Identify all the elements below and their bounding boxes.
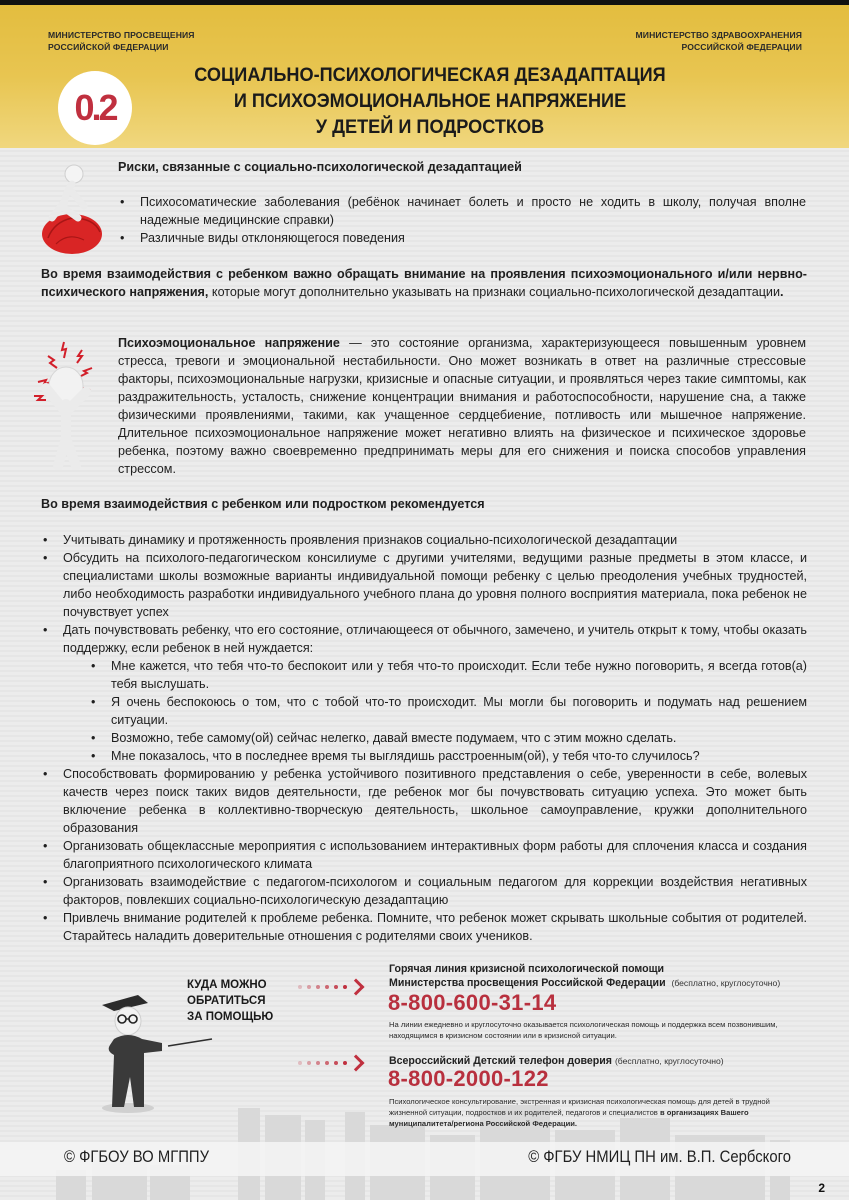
recommendation-item: • Организовать взаимодействие с педагогом-психологом и социальным педагогом для коррекции воздействия негативных факторов, повлекших социально-психологическую дезадаптацию [41, 873, 807, 909]
help-heading [187, 977, 273, 1025]
recommendation-item-text: Дать почувствовать ребенку, что его состояние, отличающееся от обычного, замечено, и учитель открыт к тому, чтобы оказать поддержку, если ребенок в ней нуждается: [63, 623, 807, 655]
stress-definition [118, 334, 806, 478]
hotline-1-title-line-2: Министерства просвещения Российской Федерации [389, 977, 666, 989]
attention-paragraph [41, 265, 807, 301]
attention-bold-text: Во время взаимодействия с ребенком важно обращать внимание на проявления психоэмоционального и/или нервно-психического напряжения, [41, 267, 807, 299]
copyright-serbsky: © ФГБУ НМИЦ ПН им. В.П. Сербского [528, 1148, 791, 1166]
hotline-2-description-text: Психологическое консультирование, экстренная и кризисная психологическая помощь для детей в трудной жизненной ситуации, подростков и их родителей, педагогов и специалистов [389, 1097, 770, 1117]
ministry-right-line-2: РОССИЙСКОЙ ФЕДЕРАЦИИ [681, 42, 802, 52]
help-heading-line-3: ЗА ПОМОЩЬЮ [187, 1011, 274, 1023]
ministry-right-line-1: МИНИСТЕРСТВО ЗДРАВООХРАНЕНИЯ [635, 30, 802, 40]
support-phrase: • Мне кажется, что тебя что-то беспокоит или у тебя что-то происходит. Если тебе нужно поговорить, я всегда готов(а) тебя выслушать. [89, 657, 807, 693]
recommendation-item: • Обсудить на психолого-педагогическом консилиуме с другими учителями, ведущими разные предметы в этом классе, и специалистами школы возможные варианты индивидуальной помощи ребенку с целью преодоления учебных трудностей, либо необходимость разработки индивидуального учебного плана до уровня полного восприятия материала, пока ребенок не почувствует успех [41, 549, 807, 621]
title-line-1: СОЦИАЛЬНО-ПСИХОЛОГИЧЕСКАЯ ДЕЗАДАПТАЦИЯ [194, 64, 666, 86]
attention-end: . [780, 285, 784, 299]
ministry-health-label [636, 29, 802, 53]
risk-item: • Различные виды отклоняющегося поведения [118, 229, 806, 247]
help-heading-line-2: ОБРАТИТЬСЯ [187, 995, 266, 1007]
title-line-2: И ПСИХОЭМОЦИОНАЛЬНОЕ НАПРЯЖЕНИЕ [233, 90, 627, 112]
risk-item: • Психосоматические заболевания (ребёнок начинает болеть и просто не ходить в школу, получая вполне надежные медицинские справки) [118, 193, 806, 229]
hotline-1-note: (бесплатно, круглосуточно) [671, 978, 781, 988]
support-phrase: • Возможно, тебе самому(ой) сейчас нелегко, давай вместе подумаем, что с этим можно сделать. [89, 729, 807, 747]
support-phrase: • Мне показалось, что в последнее время ты выглядишь расстроенным(ой), у тебя что-то случилось? [89, 747, 807, 765]
page-number: 2 [818, 1181, 825, 1195]
recommendations-list [41, 531, 807, 945]
support-phrases-list [89, 657, 807, 765]
attention-rest-text: которые могут дополнительно указывать на признаки социально-психологической дезадаптации [208, 285, 780, 299]
page-title [170, 62, 691, 140]
recommendation-item: • Привлечь внимание родителей к проблеме ребенка. Помните, что ребенок может скрывать школьные события от родителей. Старайтесь наладить доверительные отношения с родителями своих учеников. [41, 909, 807, 945]
help-heading-line-1: КУДА МОЖНО [187, 979, 267, 991]
stress-definition-text: — это состояние организма, характеризующееся повышенным уровнем стресса, тревоги и эмоциональной нестабильности. Оно может возникать в ответ на различные стрессовые факторы, психоэмоциональные нагрузки, кризисные и опасные ситуации, и проявляться через такие симптомы, как раздражительность, усталость, снижение концентрации внимания и работоспособности, нарушение сна, а также физическими проявлениями, такими, как учащенное сердцебиение, потливость или мышечное напряжение. Длительное психоэмоциональное напряжение может негативно влиять на физическое и психическое здоровье ребенка, поэтому важно своевременно предпринимать меры для его снижения и поиска способов управления стрессом. [118, 336, 806, 476]
recommendations-heading: Во время взаимодействия с ребенком или подростком рекомендуется [41, 497, 485, 511]
hotline-1-title [389, 962, 780, 990]
recommendation-item: • Учитывать динамику и протяженность проявления признаков социально-психологической дезадаптации [41, 531, 807, 549]
risks-list [118, 193, 806, 247]
hotline-2-description-bold: в организациях Вашего муниципалитета/региона Российской Федерации. [389, 1108, 749, 1128]
ministry-education-label [48, 29, 195, 53]
hotline-1-title-line-1: Горячая линия кризисной психологической помощи [389, 963, 665, 975]
arrow-right-icon [298, 1057, 362, 1069]
hotline-2-note: (бесплатно, круглосуточно) [614, 1056, 724, 1066]
arrow-right-icon [298, 981, 362, 993]
recommendation-item: • Организовать общеклассные мероприятия с использованием интерактивных форм работы для сплочения класса и создания благоприятного психологического климата [41, 837, 807, 873]
ministry-left-line-1: МИНИСТЕРСТВО ПРОСВЕЩЕНИЯ [48, 30, 195, 40]
stressed-figure-icon [28, 338, 100, 470]
recommendation-item [41, 621, 807, 765]
title-line-3: У ДЕТЕЙ И ПОДРОСТКОВ [315, 116, 545, 138]
risks-heading: Риски, связанные с социально-психологической дезадаптацией [118, 160, 522, 174]
recommendation-item: • Способствовать формированию у ребенка устойчивого позитивного представления о себе, уверенности в себе, волевых качеств через поиск таких видов деятельности, где ребенок мог бы почувствовать ситуацию успеха. Это может быть включение ребенка в коллективно-творческую деятельность, школьное самоуправление, кружки дополнительного образования [41, 765, 807, 837]
hotline-2-phone-link[interactable]: 8-800-2000-122 [388, 1066, 549, 1091]
copyright-mgppu: © ФГБОУ ВО МГППУ [64, 1148, 210, 1166]
support-phrase: • Я очень беспокоюсь о том, что с тобой что-то происходит. Мы могли бы поговорить и подумать над решением ситуации. [89, 693, 807, 729]
stress-term: Психоэмоциональное напряжение [118, 336, 340, 350]
hotline-1-phone-link[interactable]: 8-800-600-31-14 [388, 990, 557, 1015]
ministry-left-line-2: РОССИЙСКОЙ ФЕДЕРАЦИИ [48, 42, 169, 52]
figure-on-brain-icon [34, 162, 104, 258]
hotline-1-description: На линии ежедневно и круглосуточно оказывается психологическая помощь и поддержка всем позвонившим, находящимся в кризисном состоянии или в кризисной ситуации. [389, 1020, 778, 1040]
section-number-badge: 0.2 [58, 71, 132, 145]
hotline-2-title-text: Всероссийский Детский телефон доверия [389, 1055, 612, 1067]
hotline-2-description [389, 1096, 789, 1129]
